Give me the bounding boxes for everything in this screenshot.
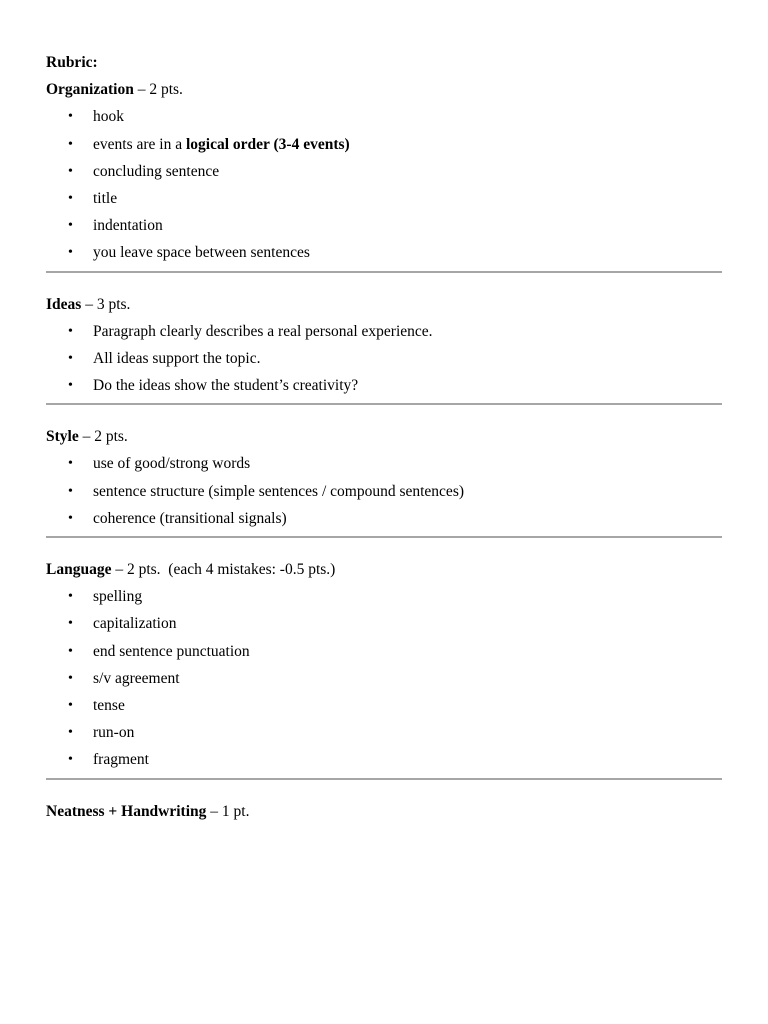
list-item <box>46 318 722 345</box>
organization-points: – 2 pts. <box>133 81 183 99</box>
organization-item-title: title <box>93 189 118 207</box>
bullet-icon: • <box>68 752 73 768</box>
list-item <box>46 239 722 266</box>
ideas-item-support: All ideas support the topic. <box>93 349 261 367</box>
bullet-icon: • <box>68 483 73 499</box>
language-item-run-on: run-on <box>93 724 135 742</box>
bullet-icon: • <box>68 510 73 526</box>
section-divider <box>46 778 722 780</box>
organization-item-indentation: indentation <box>93 217 163 235</box>
bullet-icon: • <box>68 109 73 125</box>
list-item <box>46 478 722 505</box>
list-item <box>46 450 722 477</box>
section-divider <box>46 271 722 273</box>
rubric-document <box>46 49 722 825</box>
bullet-icon: • <box>68 136 73 152</box>
list-item <box>46 158 722 185</box>
bullet-icon: • <box>68 218 73 234</box>
style-item-words: use of good/strong words <box>93 455 251 473</box>
list-item <box>46 583 722 610</box>
neatness-section-title <box>46 798 722 825</box>
language-title: Language <box>46 561 112 578</box>
bullet-icon: • <box>68 589 73 605</box>
list-item <box>46 103 722 130</box>
organization-item-spacing: you leave space between sentences <box>93 244 310 262</box>
list-item <box>46 610 722 637</box>
organization-title: Organization <box>46 81 134 99</box>
ideas-title: Ideas <box>46 295 82 313</box>
list-item <box>46 746 722 773</box>
style-item-structure: sentence structure (simple sentences / compound sentences) <box>93 482 465 500</box>
neatness-points: – 1 pt. <box>206 802 250 820</box>
bullet-icon: • <box>68 323 73 339</box>
list-item <box>46 719 722 746</box>
neatness-title: Neatness + Handwriting <box>46 802 207 820</box>
language-section-title <box>46 556 722 583</box>
list-item <box>46 185 722 212</box>
organization-item-concluding: concluding sentence <box>93 162 220 180</box>
organization-item-events-prefix: events are in a <box>93 135 186 153</box>
list-item <box>46 505 722 532</box>
ideas-points: – 3 pts. <box>81 295 131 313</box>
organization-section-title <box>46 76 722 103</box>
style-item-coherence: coherence (transitional signals) <box>93 509 287 527</box>
language-points: – 2 pts. (each 4 mistakes: -0.5 pts.) <box>111 561 336 578</box>
list-item <box>46 345 722 372</box>
rubric-heading: Rubric: <box>46 54 98 71</box>
list-item <box>46 665 722 692</box>
language-item-spelling: spelling <box>93 588 143 606</box>
organization-item-events-bold: logical order (3-4 events) <box>185 135 350 153</box>
list-item <box>46 372 722 399</box>
list-item <box>46 212 722 239</box>
style-section-title <box>46 423 722 450</box>
language-item-capitalization: capitalization <box>93 615 177 633</box>
bullet-icon: • <box>68 245 73 261</box>
language-item-fragment: fragment <box>93 751 149 769</box>
ideas-item-experience: Paragraph clearly describes a real personal experience. <box>93 322 433 340</box>
language-list <box>46 583 722 773</box>
language-item-agreement: s/v agreement <box>93 669 180 687</box>
style-list <box>46 450 722 532</box>
list-item <box>46 131 722 158</box>
bullet-icon: • <box>68 643 73 659</box>
bullet-icon: • <box>68 616 73 632</box>
bullet-icon: • <box>68 725 73 741</box>
ideas-item-creativity: Do the ideas show the student’s creativity? <box>93 377 359 395</box>
organization-list <box>46 103 722 266</box>
organization-item-hook: hook <box>93 108 124 126</box>
language-item-tense: tense <box>93 696 125 714</box>
bullet-icon: • <box>68 697 73 713</box>
list-item <box>46 692 722 719</box>
section-divider <box>46 536 722 538</box>
ideas-section-title <box>46 291 722 318</box>
bullet-icon: • <box>68 456 73 472</box>
bullet-icon: • <box>68 378 73 394</box>
bullet-icon: • <box>68 190 73 206</box>
section-divider <box>46 403 722 405</box>
language-item-punctuation: end sentence punctuation <box>93 642 250 660</box>
style-points: – 2 pts. <box>78 428 128 446</box>
style-title: Style <box>46 428 79 446</box>
ideas-list <box>46 318 722 400</box>
bullet-icon: • <box>68 350 73 366</box>
list-item <box>46 638 722 665</box>
bullet-icon: • <box>68 163 73 179</box>
bullet-icon: • <box>68 670 73 686</box>
